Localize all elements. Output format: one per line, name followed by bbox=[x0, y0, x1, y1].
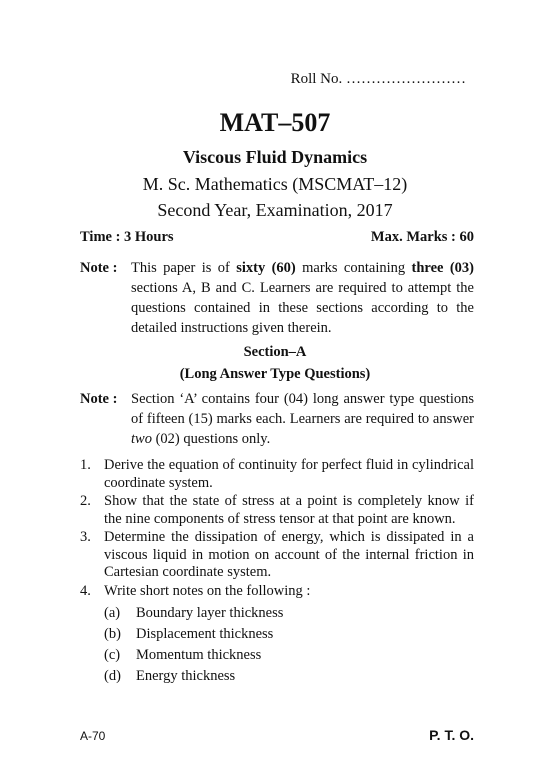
question-text: Determine the dissipation of energy, which is dissipated in a viscous liquid in motion on account of the internal friction in Cartesian coordinate system. bbox=[104, 529, 474, 580]
note-label: Note : bbox=[80, 260, 118, 276]
question-item bbox=[80, 493, 474, 528]
subitem-text: Momentum thickness bbox=[136, 647, 262, 663]
general-note bbox=[80, 258, 474, 338]
paper-code: MAT–507 bbox=[219, 108, 331, 137]
section-subtitle: (Long Answer Type Questions) bbox=[179, 366, 371, 382]
note-text: Section ‘A’ contains four (04) long answer type questions of fifteen (15) marks each. Learners are required to answer two (02) questions only. bbox=[131, 391, 474, 447]
subject-title: Viscous Fluid Dynamics bbox=[182, 147, 368, 167]
pto-label: P. T. O. bbox=[429, 727, 474, 743]
time-allowed: Time : 3 Hours bbox=[80, 229, 174, 245]
question-number: 1. bbox=[80, 457, 91, 473]
question-list bbox=[80, 457, 474, 687]
subitem bbox=[104, 624, 474, 645]
subitem-list bbox=[104, 603, 474, 687]
page-code: A-70 bbox=[80, 729, 106, 743]
section-title: Section–A bbox=[243, 344, 307, 360]
subitem-text: Displacement thickness bbox=[136, 626, 274, 642]
note-text: This paper is of sixty (60) marks containing three (03) sections A, B and C. Learners are required to attempt the questions contained in these sections according to the detailed instructions given therein. bbox=[131, 260, 474, 336]
time-marks-row bbox=[80, 229, 474, 246]
subitem bbox=[104, 603, 474, 624]
max-marks: Max. Marks : 60 bbox=[370, 229, 474, 245]
roll-number: Roll No. …………………… bbox=[290, 71, 466, 87]
question-item bbox=[80, 583, 474, 601]
subitem bbox=[104, 645, 474, 666]
question-number: 3. bbox=[80, 529, 91, 545]
subitem-label: (d) bbox=[104, 668, 121, 684]
question-item bbox=[80, 529, 474, 582]
program-name: M. Sc. Mathematics (MSCMAT–12) bbox=[142, 174, 408, 194]
subitem-label: (a) bbox=[104, 605, 121, 621]
note-label: Note : bbox=[80, 391, 118, 407]
question-number: 2. bbox=[80, 493, 91, 509]
section-note bbox=[80, 389, 474, 449]
question-text: Show that the state of stress at a point is completely know if the nine components of stress tensor at that point are known. bbox=[104, 493, 474, 527]
exam-name: Second Year, Examination, 2017 bbox=[157, 200, 393, 220]
question-text: Write short notes on the following : bbox=[104, 582, 311, 599]
question-item bbox=[80, 457, 474, 492]
question-text: Derive the equation of continuity for perfect fluid in cylindrical coordinate system. bbox=[104, 457, 474, 491]
subitem-text: Energy thickness bbox=[136, 668, 236, 684]
subitem-text: Boundary layer thickness bbox=[136, 605, 284, 621]
question-number: 4. bbox=[80, 582, 91, 599]
subitem-label: (b) bbox=[104, 626, 121, 642]
subitem bbox=[104, 666, 474, 687]
subitem-label: (c) bbox=[104, 647, 121, 663]
